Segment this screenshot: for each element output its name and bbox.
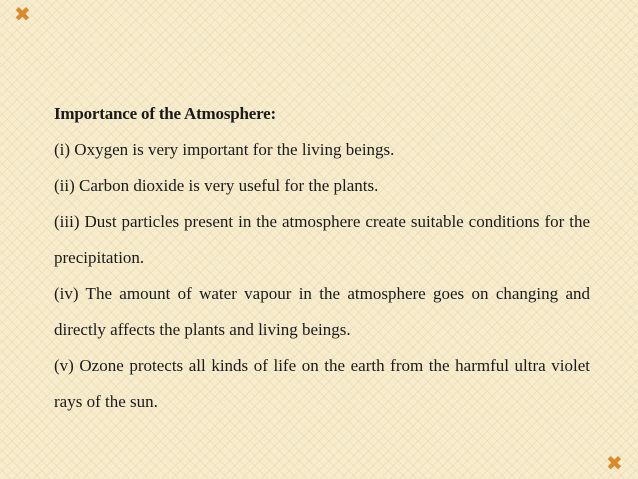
corner-cross-icon: ✖ xyxy=(14,2,31,26)
bullet-point-5: (v) Ozone protects all kinds of life on the earth from the harmful ultra violet rays of the sun. xyxy=(54,356,590,411)
corner-cross-icon: ✖ xyxy=(606,451,623,475)
slide-content xyxy=(54,96,590,420)
bullet-point-2: (ii) Carbon dioxide is very useful for the plants. xyxy=(54,176,379,195)
bullet-point-3: (iii) Dust particles present in the atmosphere create suitable conditions for the precipitation. xyxy=(54,212,590,267)
bullet-point-1: (i) Oxygen is very important for the living beings. xyxy=(54,140,395,159)
slide-heading: Importance of the Atmosphere: xyxy=(54,104,276,123)
bullet-point-4: (iv) The amount of water vapour in the atmosphere goes on changing and directly affects the plants and living beings. xyxy=(54,284,590,339)
